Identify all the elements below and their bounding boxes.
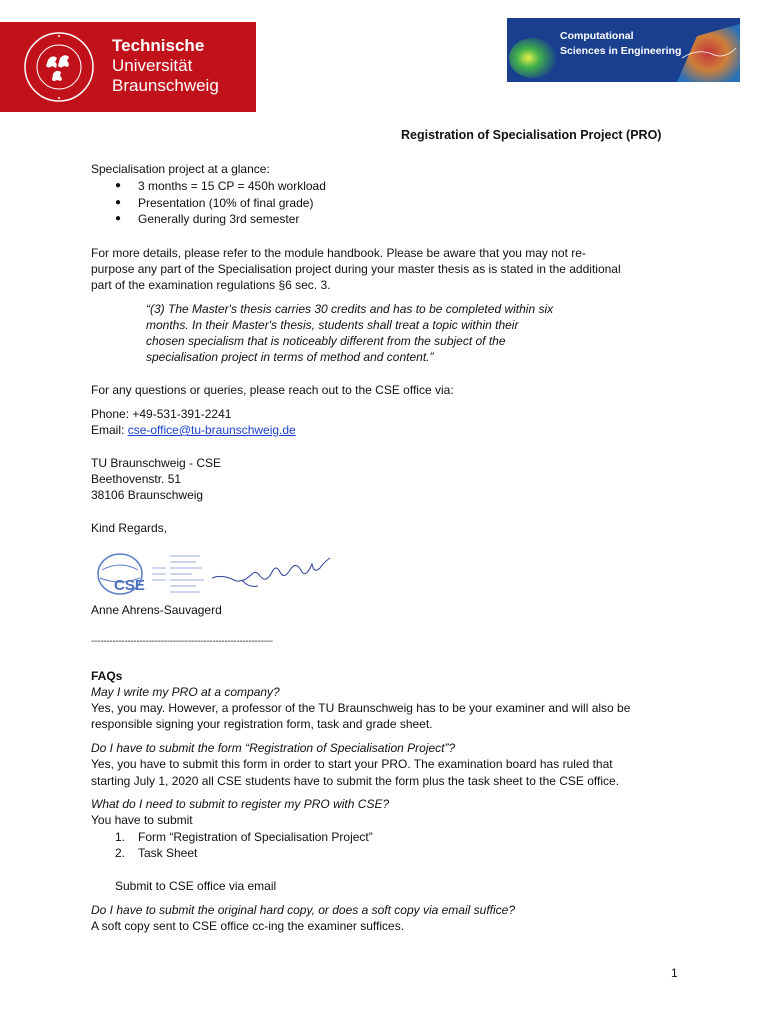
address-line-1: TU Braunschweig - CSE [91, 456, 222, 470]
cse-banner-line-2: Sciences in Engineering [560, 45, 682, 57]
faq-answer-3-intro: You have to submit [91, 813, 193, 827]
regulation-quote-line-4: specialisation project in terms of method and content.” [146, 350, 434, 364]
faq-question-1: May I write my PRO at a company? [91, 685, 280, 699]
contact-intro: For any questions or queries, please reach out to the CSE office via: [91, 383, 454, 397]
document-title: Registration of Specialisation Project (PRO) [401, 128, 662, 142]
glance-bullet-3: Generally during 3rd semester [138, 212, 300, 226]
tu-braunschweig-logo [0, 22, 256, 112]
university-seal-icon [22, 30, 96, 104]
address-line-3: 38106 Braunschweig [91, 488, 204, 502]
office-stamp-icon [92, 550, 362, 598]
faq-answer-1-line-1: Yes, you may. However, a professor of the TU Braunschweig has to be your examiner and will also be [91, 701, 631, 715]
contact-email-link[interactable]: cse-office@tu-braunschweig.de [127, 423, 296, 437]
bullet-icon: ● [115, 213, 122, 224]
details-line-1: For more details, please refer to the module handbook. Please be aware that you may not re- [91, 246, 586, 260]
faq-question-4: Do I have to submit the original hard copy, or does a soft copy via email suffice? [91, 903, 515, 917]
details-line-3: part of the examination regulations §6 sec. 3. [91, 278, 331, 292]
university-name-line-3: Braunschweig [112, 76, 219, 95]
faq-answer-1-line-2: responsible signing your registration form, task and grade sheet. [91, 717, 433, 731]
faq-answer-3-footer: Submit to CSE office via email [115, 879, 277, 893]
contact-email-label: Email: [91, 423, 128, 437]
university-name-line-2: Universität [112, 56, 193, 75]
glance-heading: Specialisation project at a glance: [91, 162, 270, 176]
university-name [112, 36, 219, 96]
faq-answer-3-item-2-num: 2. [115, 846, 126, 860]
faq-heading: FAQs [91, 669, 123, 683]
glance-bullet-1: 3 months = 15 CP = 450h workload [138, 179, 326, 193]
closing-greeting: Kind Regards, [91, 521, 168, 535]
faq-answer-3-item-1: Form “Registration of Specialisation Project” [138, 830, 373, 844]
contact-phone: Phone: +49-531-391-2241 [91, 407, 232, 421]
faq-answer-2-line-2: starting July 1, 2020 all CSE students have to submit the form plus the task sheet to the CSE office. [91, 774, 620, 788]
cse-banner-logo [507, 18, 740, 82]
stamp-cse-text: CSE [114, 577, 145, 594]
cse-banner-title [560, 29, 681, 59]
bullet-icon: ● [115, 197, 122, 208]
regulation-quote-line-1: “(3) The Master's thesis carries 30 credits and has to be completed within six [146, 302, 554, 316]
section-separator: ------------------------------------------------------------ [91, 636, 273, 647]
details-line-2: purpose any part of the Specialisation project during your master thesis as is stated in the additional [91, 262, 621, 276]
bullet-icon: ● [115, 180, 122, 191]
regulation-quote-line-3: chosen specialism that is noticeably different from the subject of the [146, 334, 506, 348]
faq-answer-2-line-1: Yes, you have to submit this form in order to start your PRO. The examination board has ruled that [91, 757, 613, 771]
glance-bullet-2: Presentation (10% of final grade) [138, 196, 314, 210]
faq-question-2: Do I have to submit the form “Registration of Specialisation Project”? [91, 741, 456, 755]
faq-question-3: What do I need to submit to register my PRO with CSE? [91, 797, 390, 811]
regulation-quote-line-2: months. In their Master's thesis, students shall treat a topic within their [146, 318, 519, 332]
faq-answer-3-item-1-num: 1. [115, 830, 126, 844]
page-number: 1 [671, 966, 678, 980]
faq-answer-4: A soft copy sent to CSE office cc-ing the examiner suffices. [91, 919, 405, 933]
cse-banner-line-1: Computational [560, 30, 634, 42]
signer-name: Anne Ahrens-Sauvagerd [91, 603, 222, 617]
address-line-2: Beethovenstr. 51 [91, 472, 182, 486]
contact-email-row [91, 422, 296, 438]
university-name-line-1: Technische [112, 36, 205, 55]
faq-answer-3-item-2: Task Sheet [138, 846, 198, 860]
